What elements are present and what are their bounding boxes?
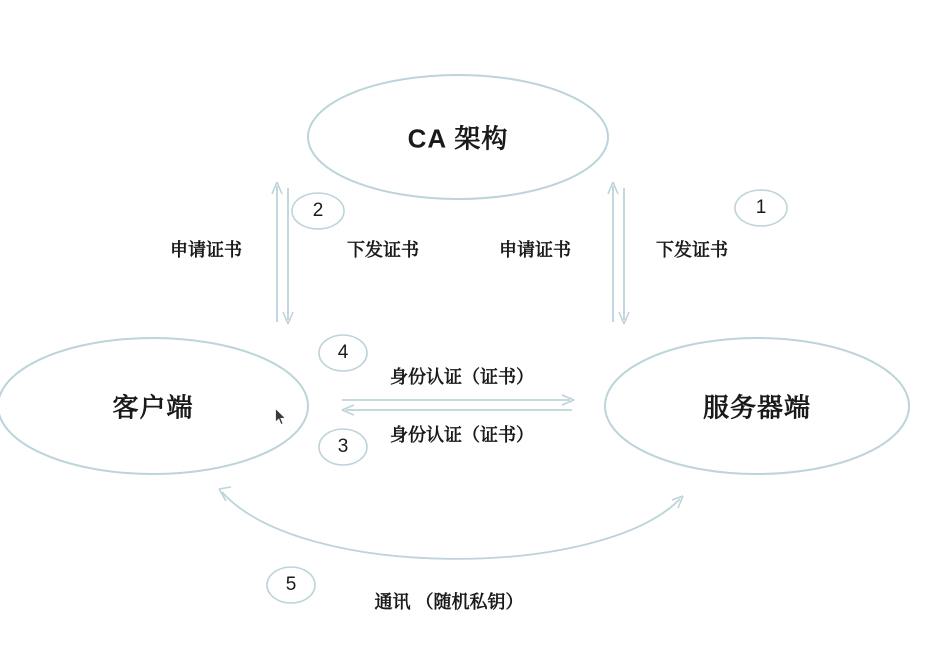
edge-label-communication: 通讯 （随机私钥） (374, 592, 524, 612)
node-label-server: 服务器端 (702, 392, 812, 423)
edge-label-apply-cert-client: 申请证书 (170, 240, 242, 260)
arrow-client-to-ca (272, 182, 282, 322)
edge-label-issue-cert-client: 下发证书 (347, 240, 419, 260)
edge-label-auth-top: 身份认证（证书） (390, 367, 534, 387)
node-label-ca: CA 架构 (407, 123, 509, 154)
step-number-1: 1 (755, 197, 767, 218)
arrow-server-to-client-auth (342, 405, 572, 415)
step-number-3: 3 (337, 436, 349, 457)
edge-label-auth-bottom: 身份认证（证书） (390, 425, 534, 445)
edge-label-apply-cert-server: 申请证书 (499, 240, 571, 260)
step-number-5: 5 (285, 574, 297, 595)
node-label-client: 客户端 (112, 392, 194, 423)
step-number-2: 2 (312, 200, 324, 221)
step-number-4: 4 (337, 342, 349, 363)
arrow-ca-to-server (619, 188, 629, 324)
edge-label-issue-cert-server: 下发证书 (656, 240, 728, 260)
arc-communication (219, 487, 683, 559)
arrow-server-to-ca (608, 182, 618, 322)
arrow-client-to-server-auth (342, 395, 574, 405)
